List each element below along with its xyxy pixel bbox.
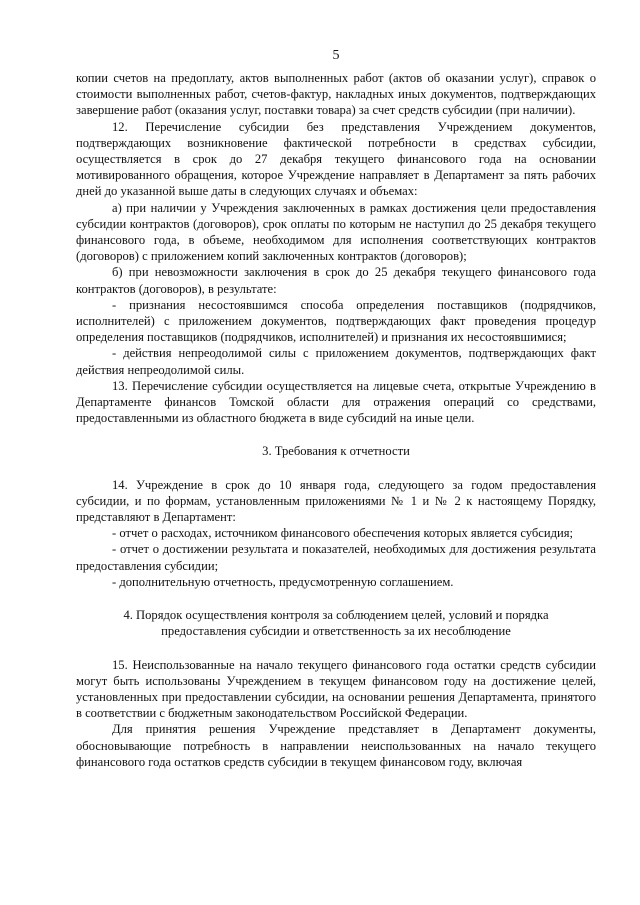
- section-4-heading: 4. Порядок осуществления контроля за соблюдением целей, условий и порядка предоставления субсидии и ответственность за их несоблюдение: [123, 608, 549, 639]
- paragraph-12-b: б) при невозможности заключения в срок до 25 декабря текущего финансового года контрактов (договоров), в результате:: [76, 265, 596, 296]
- paragraph-12-a: а) при наличии у Учреждения заключенных в рамках достижения цели предоставления субсидии контрактов (договоров), срок оплаты по которым не наступил до 25 декабря текущего финансового года, в объеме, необходимом для исполнения соответствующих контрактов (договоров) с приложением копий заключенных контрактов (договоров);: [76, 200, 596, 264]
- paragraph-13: 13. Перечисление субсидии осуществляется на лицевые счета, открытые Учреждению в Департаменте финансов Томской области для отражения операций со средствами, предоставленными из областного бюджета в виде субсидий на иные цели.: [76, 378, 596, 426]
- paragraph-12-b-dash-2: - действия непреодолимой силы с приложением документов, подтверждающих факт действия непреодолимой силы.: [76, 346, 596, 377]
- paragraph-14-dash-1: - отчет о расходах, источником финансового обеспечения которых является субсидия;: [112, 526, 574, 541]
- paragraph-continuation: копии счетов на предоплату, актов выполненных работ (актов об оказании услуг), справок о стоимости выполненных работ, счетов-фактур, накладных иных документов, подтверждающих завершение работ (оказания услуг, поставки товара) за счет средств субсидии (при наличии).: [76, 71, 596, 118]
- document-page: [76, 48, 596, 770]
- paragraph-14: 14. Учреждение в срок до 10 января года, следующего за годом предоставления субсидии, и по формам, установленным приложениями № 1 и № 2 к настоящему Порядку, представляют в Департамент:: [76, 477, 596, 525]
- paragraph-15-continuation: Для принятия решения Учреждение представляет в Департамент документы, обосновывающие потребность в направлении неиспользованных на начало текущего финансового года остатков средств субсидии в текущем финансовом году, включая: [76, 722, 596, 769]
- paragraph-12: 12. Перечисление субсидии без представления Учреждением документов, подтверждающих возникновение фактической потребности в средствах субсидии, осуществляется в срок до 27 декабря текущего финансового года на основании мотивированного обращения, которое Учреждение направляет в Департамент за пять рабочих дней до указанной выше даты в следующих случаях и объемах:: [76, 119, 596, 199]
- page-number: 5: [332, 48, 340, 63]
- section-3-heading: 3. Требования к отчетности: [262, 444, 410, 459]
- paragraph-15: 15. Неиспользованные на начало текущего финансового года остатки средств субсидии могут быть использованы Учреждением в текущем финансовом году на достижение целей, установленных при предоставлении субсидии, на основании решения Департамента, принятого в соответствии с бюджетным законодательством Российской Федерации.: [76, 657, 596, 721]
- paragraph-14-dash-3: - дополнительную отчетность, предусмотренную соглашением.: [112, 574, 454, 589]
- paragraph-14-dash-2: - отчет о достижении результата и показателей, необходимых для достижения результата предоставления субсидии;: [76, 542, 596, 573]
- paragraph-12-b-dash-1: - признания несостоявшимся способа определения поставщиков (подрядчиков, исполнителей) с приложением документов, подтверждающих факт проведения процедур определения поставщиков (подрядчиков, исполнителей) и признания их несостоявшимися;: [76, 297, 596, 345]
